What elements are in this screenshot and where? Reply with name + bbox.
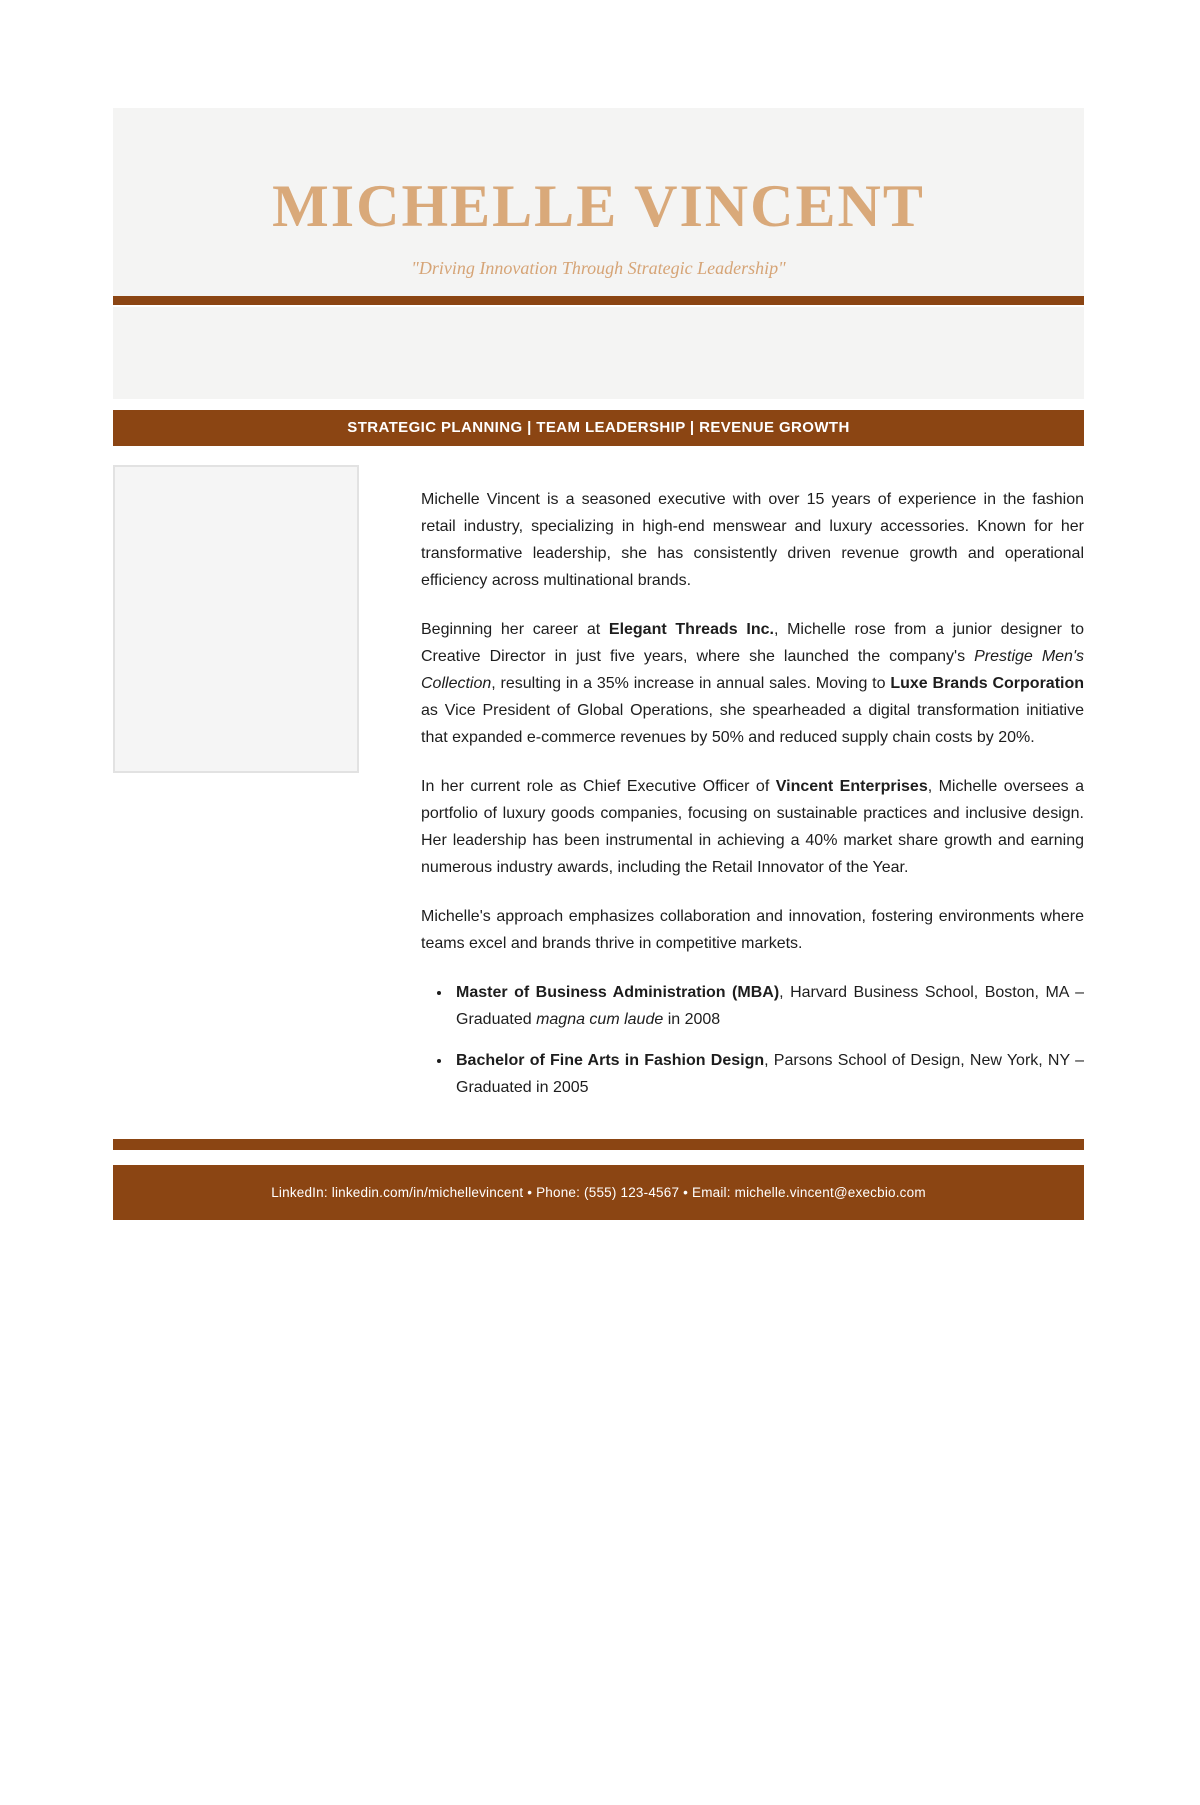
bio-text: [421, 465, 1084, 1115]
education-list: [421, 979, 1084, 1101]
bio-paragraph-career: Beginning her career at Elegant Threads Inc., Michelle rose from a junior designer to Creative Director in just five years, where she launched the company's Prestige Men's Collection, resulting in a 35% increase in annual sales. Moving to Luxe Brands Corporation as Vice President of Global Operations, she spearheaded a digital transformation initiative that expanded e-commerce revenues by 50% and reduced supply chain costs by 20%.: [421, 621, 1085, 746]
header: [113, 108, 1084, 399]
education-item-mba: • Master of Business Administration (MBA), Harvard Business School, Boston, MA – Graduated magna cum laude in 2008: [452, 979, 1084, 1033]
header-spacer: [113, 307, 1084, 399]
bio-paragraph-current-role: In her current role as Chief Executive Officer of Vincent Enterprises, Michelle oversees a portfolio of luxury goods companies, focusing on sustainable practices and inclusive design. Her leadership has been instrumental in achieving a 40% market share growth and earning numerous industry awards, including the Retail Innovator of the Year.: [421, 778, 1085, 876]
footer: [113, 1165, 1084, 1220]
photo-placeholder: [113, 465, 359, 773]
tagline: "Driving Innovation Through Strategic Leadership": [411, 258, 786, 278]
page-title: MICHELLE VINCENT: [272, 173, 925, 239]
bottom-divider: [113, 1139, 1084, 1150]
document-page: [113, 108, 1084, 1220]
education-item-bfa: • Bachelor of Fine Arts in Fashion Design, Parsons School of Design, New York, NY – Graduated in 2005: [452, 1047, 1084, 1101]
skills-banner: STRATEGIC PLANNING | TEAM LEADERSHIP | REVENUE GROWTH: [113, 410, 1084, 446]
contact-info: LinkedIn: linkedin.com/in/michellevincent • Phone: (555) 123-4567 • Email: michelle.vincent@execbio.com: [271, 1185, 926, 1200]
bio-paragraph-approach: Michelle's approach emphasizes collaboration and innovation, fostering environments where teams excel and brands thrive in competitive markets.: [421, 908, 1084, 952]
bio-section: [113, 465, 1084, 1115]
header-divider: [113, 296, 1084, 307]
bio-paragraph-intro: Michelle Vincent is a seasoned executive with over 15 years of experience in the fashion retail industry, specializing in high-end menswear and luxury accessories. Known for her transformative leadership, she has consistently driven revenue growth and operational efficiency across multinational brands.: [421, 491, 1084, 589]
